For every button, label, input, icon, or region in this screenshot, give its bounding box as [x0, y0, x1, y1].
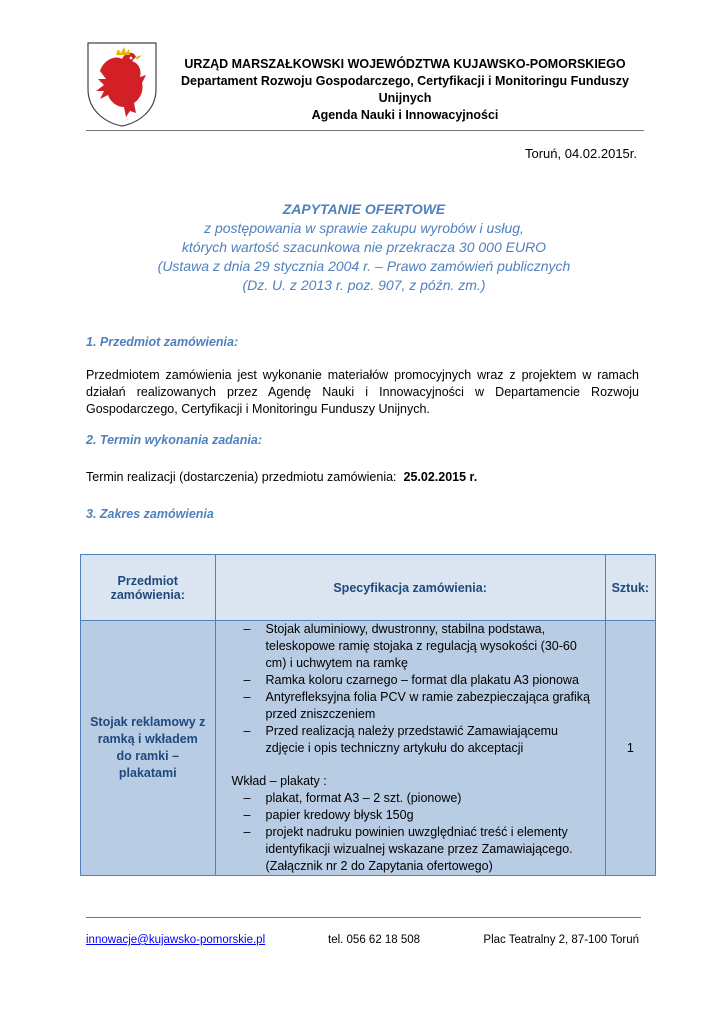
document-date: Toruń, 04.02.2015r. [524, 146, 637, 161]
section-2-text [86, 469, 639, 486]
list-item: – Ramka koloru czarnego – format dla plakatu A3 pionowa [266, 672, 597, 689]
item-quantity: 1 [605, 621, 655, 876]
footer-email[interactable] [86, 934, 265, 946]
table-header-row [81, 555, 656, 621]
header-specification: Specyfikacja zamówienia: [215, 555, 605, 621]
header-subject: Przedmiot zamówienia: [81, 555, 216, 621]
coat-of-arms-icon [86, 41, 158, 127]
header-line-2: Departament Rozwoju Gospodarczego, Certyfikacji i Monitoringu Funduszy Unijnych [181, 74, 629, 105]
footer-address: Plac Teatralny 2, 87-100 Toruń [483, 934, 639, 946]
insert-list [226, 790, 597, 875]
spec-list [226, 621, 597, 757]
header-line-3: Agenda Nauki i Innowacyjności [311, 108, 499, 122]
section-1-text: Przedmiotem zamówienia jest wykonanie materiałów promocyjnych wraz z projektem w ramach działań realizowanych przez Agendę Nauki i Innowacyjności w Departamencie Rozwoju Gospodarczego, Certyfikacji i Monitoringu Funduszy Unijnych. [86, 368, 639, 416]
footer-phone: tel. 056 62 18 508 [328, 934, 421, 946]
list-item: – papier kredowy błysk 150g [266, 807, 597, 824]
order-spec-table [80, 554, 656, 876]
title-line-5: (Dz. U. z 2013 r. poz. 907, z późn. zm.) [242, 277, 486, 293]
header-divider [86, 130, 644, 131]
document-title [86, 200, 642, 295]
deadline-label: Termin realizacji (dostarczenia) przedmiotu zamówienia: [86, 470, 397, 484]
footer-divider [86, 917, 641, 918]
list-item: – Stojak aluminiowy, dwustronny, stabilna podstawa, teleskopowe ramię stojaka z regulacją wysokości (30-60 cm) i uchwytem na ramkę [266, 621, 597, 672]
list-item: – plakat, format A3 – 2 szt. (pionowe) [266, 790, 597, 807]
title-main: ZAPYTANIE OFERTOWE [282, 201, 446, 217]
insert-label: Wkład – plakaty : [231, 774, 327, 788]
section-1-heading: 1. Przedmiot zamówienia: [86, 335, 239, 349]
institution-header [160, 56, 650, 124]
section-3-heading: 3. Zakres zamówienia [86, 507, 214, 521]
title-line-4: (Ustawa z dnia 29 stycznia 2004 r. – Prawo zamówień publicznych [157, 258, 571, 274]
title-line-2: z postępowania w sprawie zakupu wyrobów i usług, [204, 220, 524, 236]
item-specification [215, 621, 605, 876]
list-item: – Antyrefleksyjna folia PCV w ramie zabezpieczająca grafiką przed zniszczeniem [266, 689, 597, 723]
header-quantity: Sztuk: [605, 555, 655, 621]
list-item: – projekt nadruku powinien uwzględniać treść i elementy identyfikacji wizualnej wskazane przez Zamawiającego. (Załącznik nr 2 do Zapytania ofertowego) [266, 824, 597, 875]
list-item: – Przed realizacją należy przedstawić Zamawiającemu zdjęcie i opis techniczny artykułu do akceptacji [266, 723, 597, 757]
deadline-date: 25.02.2015 r. [403, 470, 478, 484]
item-name: Stojak reklamowy z ramką i wkładem do ramki – plakatami [81, 621, 216, 876]
header-line-1: URZĄD MARSZAŁKOWSKI WOJEWÓDZTWA KUJAWSKO-POMORSKIEGO [184, 57, 626, 71]
title-line-3: których wartość szacunkowa nie przekracza 30 000 EURO [181, 239, 547, 255]
section-2-heading: 2. Termin wykonania zadania: [86, 433, 262, 447]
table-row [81, 621, 656, 876]
email-link[interactable]: innowacje@kujawsko-pomorskie.pl [86, 934, 266, 946]
